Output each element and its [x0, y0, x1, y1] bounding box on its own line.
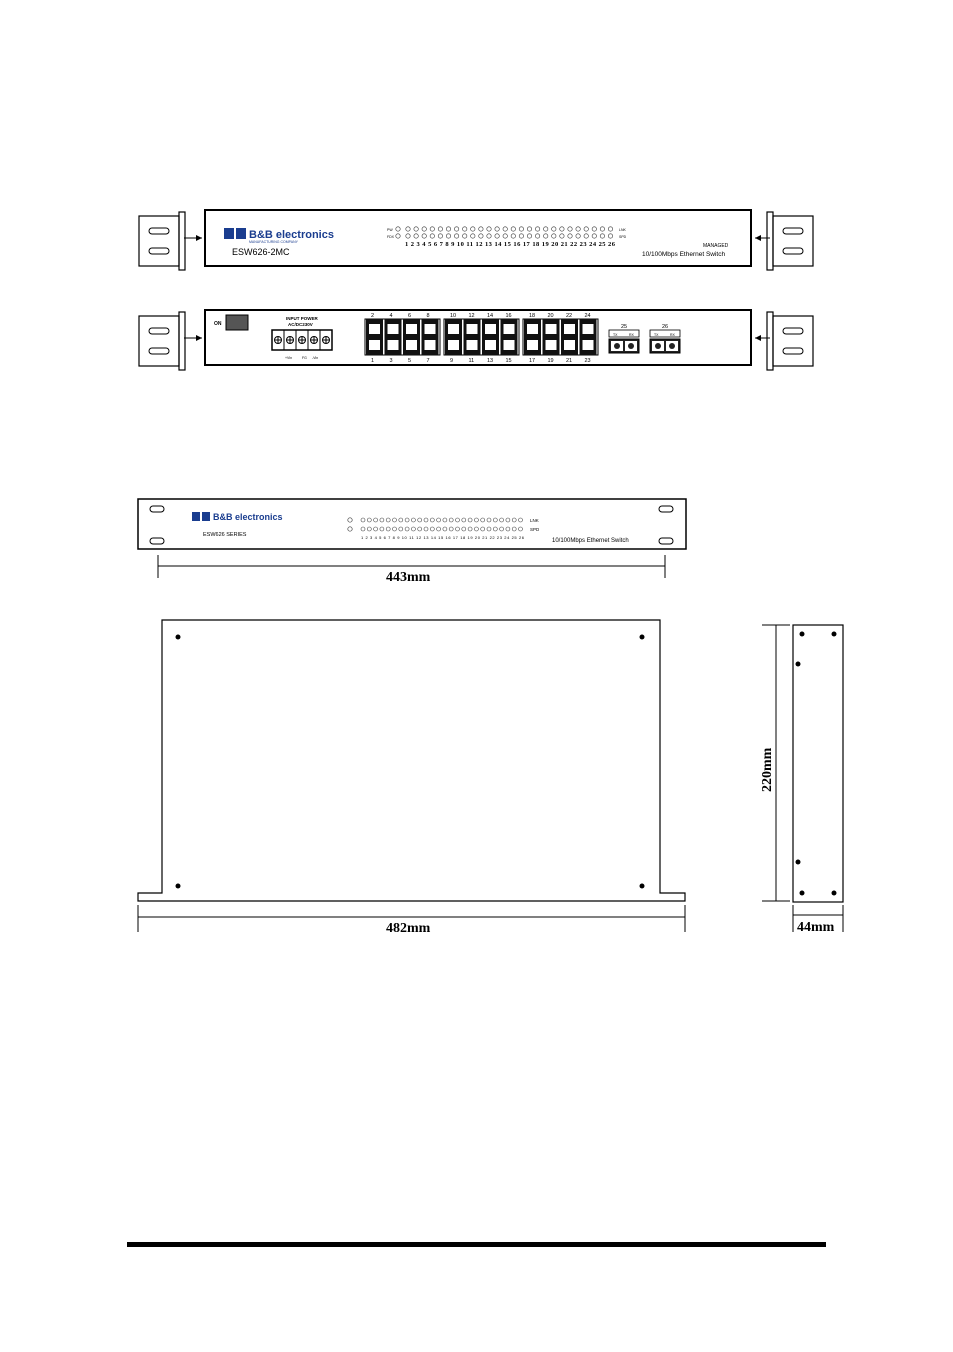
- screw-hole: [800, 632, 805, 637]
- dimension-482: [138, 905, 685, 936]
- left-bracket-front: [139, 212, 185, 270]
- power-terminal-block: [272, 330, 332, 350]
- port-number: 11: [468, 358, 475, 364]
- power-switch[interactable]: [226, 315, 248, 330]
- led-fdx-label: FDX: [387, 235, 394, 239]
- rj45-port-icon[interactable]: [366, 319, 383, 355]
- port-number-row: 1 2 3 4 5 6 7 8 9 10 11 12 13 14 15 16 17 18 19 20 21 22 23 24 25 26: [405, 241, 615, 248]
- dimension-443: [158, 555, 665, 585]
- port-number: 19: [547, 358, 554, 364]
- terminal-label: +Vin: [285, 356, 293, 360]
- input-power-label: INPUT POWER: [286, 316, 318, 321]
- port-number: 9: [450, 358, 454, 364]
- fiber-port-number: 25: [621, 324, 628, 330]
- rx-label: RX: [629, 333, 634, 337]
- port-number: 20: [547, 313, 554, 319]
- screw-hole: [796, 662, 801, 667]
- port-number: 2: [371, 313, 375, 319]
- port-number: 12: [468, 313, 475, 319]
- rj45-port-icon[interactable]: [501, 319, 518, 355]
- chassis-top-view: [138, 620, 685, 901]
- port-number: 24: [584, 313, 591, 319]
- port-number: 16: [505, 313, 512, 319]
- chassis-side-view: [793, 625, 843, 902]
- arrow-icon: [755, 235, 761, 241]
- dimension-220: [760, 625, 790, 901]
- port-number: 5: [408, 358, 412, 364]
- screw-hole: [832, 891, 837, 896]
- left-bracket-rear: [139, 312, 185, 370]
- rj45-port-icon[interactable]: [385, 319, 402, 355]
- port-number: 6: [408, 313, 412, 319]
- port-number: 21: [566, 358, 573, 364]
- product-description: 10/100Mbps Ethernet Switch: [642, 251, 726, 258]
- dimension-label: 443mm: [386, 570, 431, 585]
- port-number: 15: [505, 358, 512, 364]
- series-port-number-row: 1 2 3 4 5 6 7 8 9 10 11 12 13 14 15 16 17 18 19 20 21 22 23 24 25 26: [361, 535, 524, 540]
- dimension-44: [793, 905, 843, 935]
- brand-logo: [192, 512, 283, 522]
- series-product-description: 10/100Mbps Ethernet Switch: [552, 538, 629, 544]
- right-bracket-front: [767, 212, 813, 270]
- port-number: 7: [426, 358, 430, 364]
- footer-rule: [127, 1242, 826, 1247]
- input-power-spec: AC/DC230V: [288, 322, 313, 327]
- lnk-label: LNK: [530, 518, 539, 523]
- port-number: 4: [389, 313, 393, 319]
- arrow-icon: [196, 335, 202, 341]
- rj45-port-icon[interactable]: [561, 319, 578, 355]
- screw-hole: [176, 884, 181, 889]
- rj45-port-icon[interactable]: [524, 319, 541, 355]
- arrow-icon: [196, 235, 202, 241]
- port-number: 1: [371, 358, 375, 364]
- screw-hole: [796, 860, 801, 865]
- rj45-port-icon[interactable]: [464, 319, 481, 355]
- dimension-label: 482mm: [386, 921, 431, 936]
- port-number: 14: [487, 313, 494, 319]
- series-model-label: ESW626 SERIES: [203, 532, 247, 538]
- rj45-port-icon[interactable]: [580, 319, 597, 355]
- front-panel: [139, 210, 813, 270]
- port-number: 10: [450, 313, 457, 319]
- port-number: 8: [426, 313, 430, 319]
- screw-hole: [832, 632, 837, 637]
- terminal-label: FG: [302, 356, 307, 360]
- brand-name: B&B electronics: [213, 512, 283, 522]
- tx-label: TX: [654, 333, 659, 337]
- arrow-icon: [755, 335, 761, 341]
- brand-name: B&B electronics: [249, 229, 334, 241]
- dimension-label: 220mm: [760, 747, 775, 792]
- rj45-port-icon[interactable]: [543, 319, 560, 355]
- rj45-port-icon[interactable]: [422, 319, 439, 355]
- port-number: 22: [566, 313, 573, 319]
- power-switch-label: ON: [214, 321, 222, 327]
- rear-panel: [139, 310, 813, 370]
- port-number: 3: [389, 358, 393, 364]
- model-label: ESW626-2MC: [232, 247, 290, 257]
- screw-hole: [800, 891, 805, 896]
- dimension-label: 44mm: [797, 920, 835, 935]
- rj45-port-icon[interactable]: [482, 319, 499, 355]
- spd-label: SPD: [530, 527, 540, 532]
- tx-label: TX: [613, 333, 618, 337]
- led-pw-label: PW: [387, 228, 393, 232]
- port-number: 18: [529, 313, 536, 319]
- screw-hole: [640, 635, 645, 640]
- port-number: 17: [529, 358, 536, 364]
- brand-tagline: MANUFACTURING COMPANY: [249, 240, 298, 244]
- right-bracket-rear: [767, 312, 813, 370]
- spd-label: SPD: [619, 235, 627, 239]
- rx-label: RX: [670, 333, 675, 337]
- managed-label: MANAGED: [703, 243, 729, 249]
- series-panel: [138, 499, 686, 549]
- rj45-port-icon[interactable]: [403, 319, 420, 355]
- terminal-label: -Vin: [312, 356, 319, 360]
- port-number: 13: [487, 358, 494, 364]
- screw-hole: [640, 884, 645, 889]
- screw-hole: [176, 635, 181, 640]
- rj45-port-icon[interactable]: [445, 319, 462, 355]
- fiber-port-number: 26: [662, 324, 669, 330]
- lnk-label: LNK: [619, 228, 626, 232]
- port-number: 23: [584, 358, 591, 364]
